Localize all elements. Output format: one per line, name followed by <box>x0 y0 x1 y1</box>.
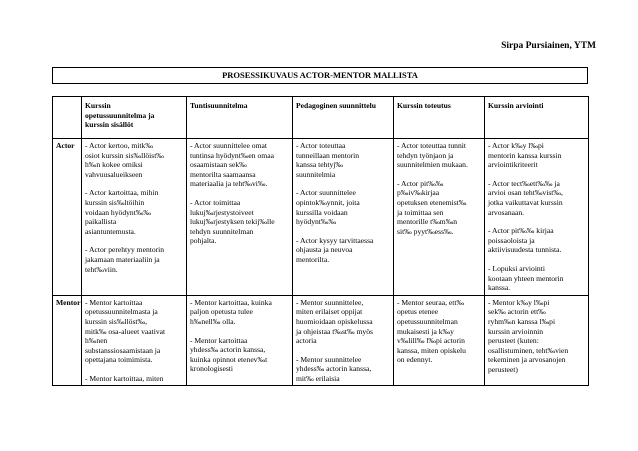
cell-paragraph: - Actor toteuttaa tunneillaan mentorin kanssa tehtyj‰ suunnitelmia <box>296 141 360 179</box>
cell-paragraph: - Actor tect‰ett‰‰ ja arvioi osan teht‰vist‰, jotka vaikuttavat kurssin arvosanaan. <box>488 178 563 217</box>
header-cell-lesson-plan: Tuntisuunnitelma <box>187 97 293 139</box>
cell-paragraph: - Mentor suunnittelee, miten erilaiset oppijat huomioidaan opiskelussa ja ohjeistaa t‰st‰ myös actoria <box>296 297 373 346</box>
actor-pedagogical-cell <box>293 139 394 296</box>
cell-paragraph: - Actor suunnittelee opintok‰ynnit, joita kurssilla voidaan hyödynt‰‰ <box>296 188 360 227</box>
cell-paragraph: - Actor kysyy tarvittaessa ohjausta ja neuvoa mentorilta. <box>296 235 374 264</box>
process-table <box>52 96 589 386</box>
mentor-pedagogical-cell <box>293 295 394 386</box>
mentor-assessment-cell <box>485 295 589 386</box>
header-cell-implementation: Kurssin toteutus <box>394 97 485 139</box>
page-title: PROSESSIKUVAUS ACTOR-MENTOR MALLISTA <box>52 67 588 84</box>
cell-paragraph: - Actor pit‰‰ kirjaa poissaoloista ja aktiivisuudesta tunnista. <box>488 226 562 255</box>
cell-paragraph: - Mentor kartoittaa opetussuunnitelmasta ja kurssin sis‰llöst‰, mitk‰ osa-alueet vaativat h‰nen substanssiosaamistaan ja opettajana toimimista. <box>85 297 166 365</box>
cell-paragraph: - Actor pit‰‰ p‰iv‰kirjaa opetuksen etenemist‰ ja toimittaa sen mentorille t‰m‰n sit‰ pyyt‰ess‰. <box>397 178 467 236</box>
cell-paragraph: - Actor suunnittelee omat tuntinsa hyödynt‰en omaa osaamistaan sek‰ mentorilta saamaansa materiaalia ja teht‰vi‰. <box>190 141 274 189</box>
cell-paragraph: - Actor toimittaa lukuj‰rjestystoiveet lukuj‰rjestyksen tekij‰lle tehdyn suunnitelman pohjalta. <box>190 197 275 246</box>
table-header-row <box>53 97 589 139</box>
actor-assessment-cell <box>485 139 589 296</box>
cell-paragraph: - Actor kertoo, mitk‰ osiot kurssin sis‰llöist‰ h‰n kokee omiksi vahvuusalueikseen <box>85 141 164 179</box>
actor-lesson-plan-cell <box>187 139 293 296</box>
header-cell-pedagogical-planning: Pedagoginen suunnittelu <box>293 97 394 139</box>
actor-implementation-cell <box>394 139 485 296</box>
cell-paragraph: - Mentor suunnittelee yhdess‰ actorin kanssa, mit‰ erilaisia <box>296 354 372 383</box>
actor-curriculum-cell <box>82 139 187 296</box>
header-cell-empty <box>53 97 82 139</box>
cell-paragraph: - Actor toteuttaa tunnit tehdyn työnjaon ja suunnitelmien mukaan. <box>397 141 468 170</box>
mentor-lesson-plan-cell <box>187 295 293 386</box>
cell-paragraph: - Mentor kartoittaa yhdess‰ actorin kanssa, kuinka opinnot etenev‰t kronologisesti <box>190 335 268 374</box>
cell-paragraph: - Actor k‰y l‰pi mentorin kanssa kurssin arviointikriteerit <box>488 141 562 170</box>
cell-paragraph: - Actor kartoittaa, mihin kurssin sis‰ltöihin voidaan hyödynt‰‰ paikallista asiantuntemusta. <box>85 188 159 236</box>
table-row-actor <box>53 139 589 296</box>
cell-paragraph: - Mentor k‰y l‰pi sek‰ actorin ett‰ ryhm‰n kanssa l‰pi kurssin arvioinnin perusteet (kuten: osallistuminen, teht‰vien tekeminen ja arvosanojen perusteet) <box>488 297 569 374</box>
header-cell-assessment: Kurssin arviointi <box>485 97 589 139</box>
mentor-curriculum-cell <box>82 295 187 386</box>
author-name: Sirpa Pursiainen, YTM <box>501 41 596 51</box>
cell-paragraph: - Mentor kartoittaa, miten <box>85 373 164 383</box>
cell-paragraph: - Mentor seuraa, ett‰ opetus etenee opetussuunnitelman mukaisesti ja k‰y v‰lill‰ l‰pi actorin kanssa, miten opiskelu on edennyt. <box>397 297 466 365</box>
mentor-implementation-cell <box>394 295 485 386</box>
cell-paragraph: - Lopuksi arviointi kootaan yhteen mentorin kanssa. <box>488 263 564 293</box>
cell-paragraph: - Actor perehtyy mentorin jakamaan materiaaliin ja teht‰viin. <box>85 245 165 274</box>
table-row-mentor <box>53 295 589 386</box>
header-cell-curriculum: Kurssin opetussuunnitelma ja kurssin sisällöt <box>82 97 187 139</box>
row-label-mentor: Mentor <box>53 295 82 386</box>
cell-paragraph: - Mentor kartoittaa, kuinka paljon opetusta tulee h‰nell‰ olla. <box>190 297 272 326</box>
row-label-actor: Actor <box>53 139 82 296</box>
